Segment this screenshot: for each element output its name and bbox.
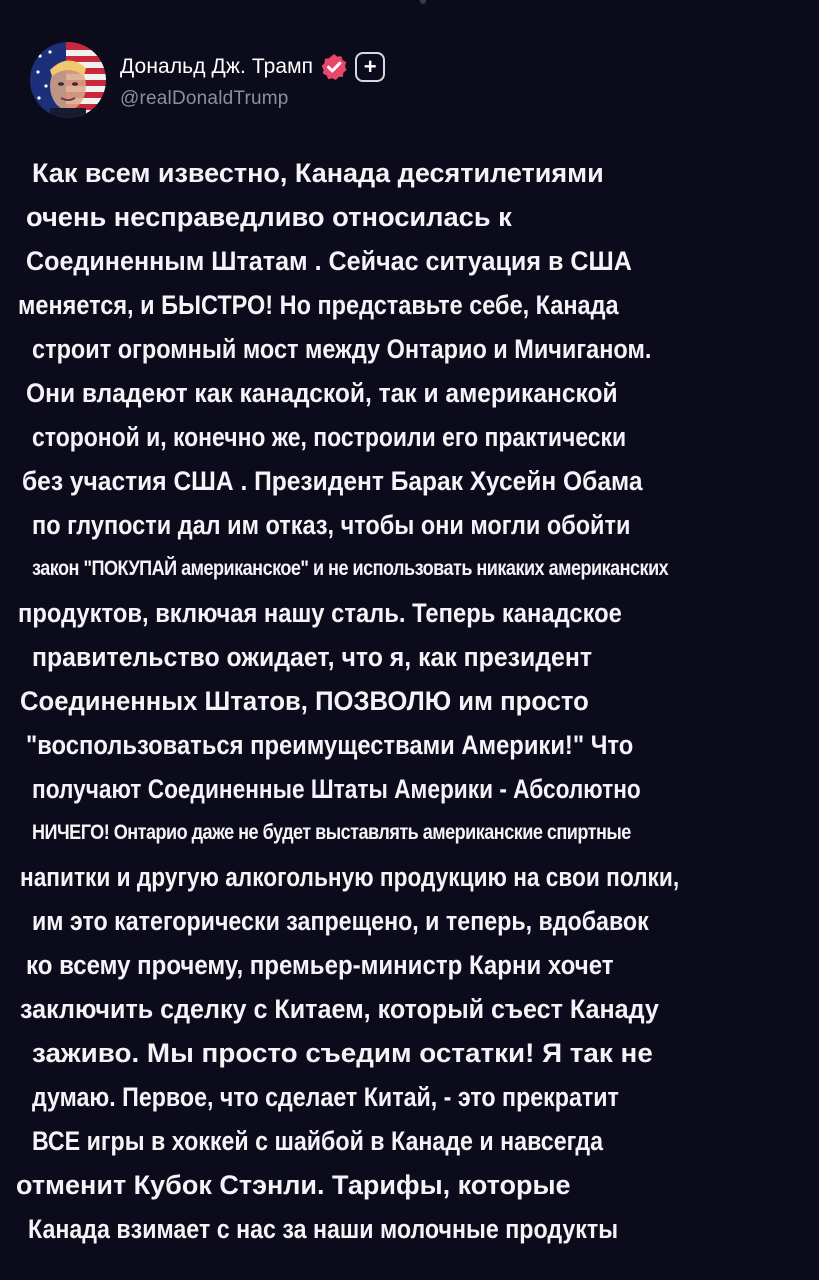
post-text-line: думаю. Первое, что сделает Китай, - это прекратит — [32, 1082, 619, 1112]
post-text-line: меняется, и БЫСТРО! Но представьте себе, Канада — [18, 290, 619, 320]
post-text-line: напитки и другую алкогольную продукцию на свои полки, — [20, 862, 680, 892]
avatar[interactable] — [30, 42, 106, 118]
avatar-image — [30, 42, 106, 118]
post-text-line: продуктов, включая нашу сталь. Теперь канадское — [18, 598, 622, 628]
post-text-line: ко всему прочему, премьер-министр Карни хочет — [26, 950, 614, 980]
post-header — [30, 40, 385, 120]
post-text-line: НИЧЕГО! Онтарио даже не будет выставлять американские спиртные — [32, 821, 631, 844]
post-text-line: получают Соединенные Штаты Америки - Абсолютно — [32, 774, 641, 804]
post-text-line: "воспользоваться преимуществами Америки!" Что — [26, 730, 634, 760]
post-text-line: очень несправедливо относилась к — [26, 202, 512, 232]
post-text-line: отменит Кубок Стэнли. Тарифы, которые — [16, 1170, 571, 1200]
top-drag-handle — [420, 0, 426, 4]
post-text-line: Они владеют как канадской, так и американской — [26, 378, 618, 408]
post-text-line: без участия США . Президент Барак Хусейн Обама — [22, 466, 643, 496]
post-text-line: по глупости дал им отказ, чтобы они могли обойти — [32, 510, 631, 540]
verified-badge-icon — [319, 52, 349, 82]
post-text-line: ВСЕ игры в хоккей с шайбой в Канаде и навсегда — [32, 1126, 604, 1156]
post-text-line: заключить сделку с Китаем, который съест Канаду — [20, 994, 659, 1024]
author-name-row — [120, 50, 385, 84]
author-identity — [120, 50, 385, 110]
post-text-line: заживо. Мы просто съедим остатки! Я так не — [32, 1038, 653, 1068]
author-name[interactable]: Дональд Дж. Трамп — [120, 55, 314, 78]
post-text-line: Соединенным Штатам . Сейчас ситуация в США — [26, 246, 632, 276]
post-text-line: им это категорически запрещено, и теперь, вдобавок — [32, 906, 649, 936]
post-text-line: Канада взимает с нас за наши молочные продукты — [28, 1214, 619, 1244]
post-text-line: закон "ПОКУПАЙ американское" и не использовать никаких американских — [32, 557, 669, 580]
post-text-line: Как всем известно, Канада десятилетиями — [32, 158, 604, 188]
post-text-line: стороной и, конечно же, построили его практически — [32, 422, 627, 452]
post-text-line: Соединенных Штатов, ПОЗВОЛЮ им просто — [20, 686, 589, 716]
post-text-line: строит огромный мост между Онтарио и Мичиганом. — [32, 334, 652, 364]
author-handle[interactable]: @realDonaldTrump — [120, 88, 289, 109]
post-text-line: правительство ожидает, что я, как президент — [32, 642, 593, 672]
plus-icon: + — [363, 54, 377, 79]
follow-button[interactable] — [355, 52, 385, 82]
